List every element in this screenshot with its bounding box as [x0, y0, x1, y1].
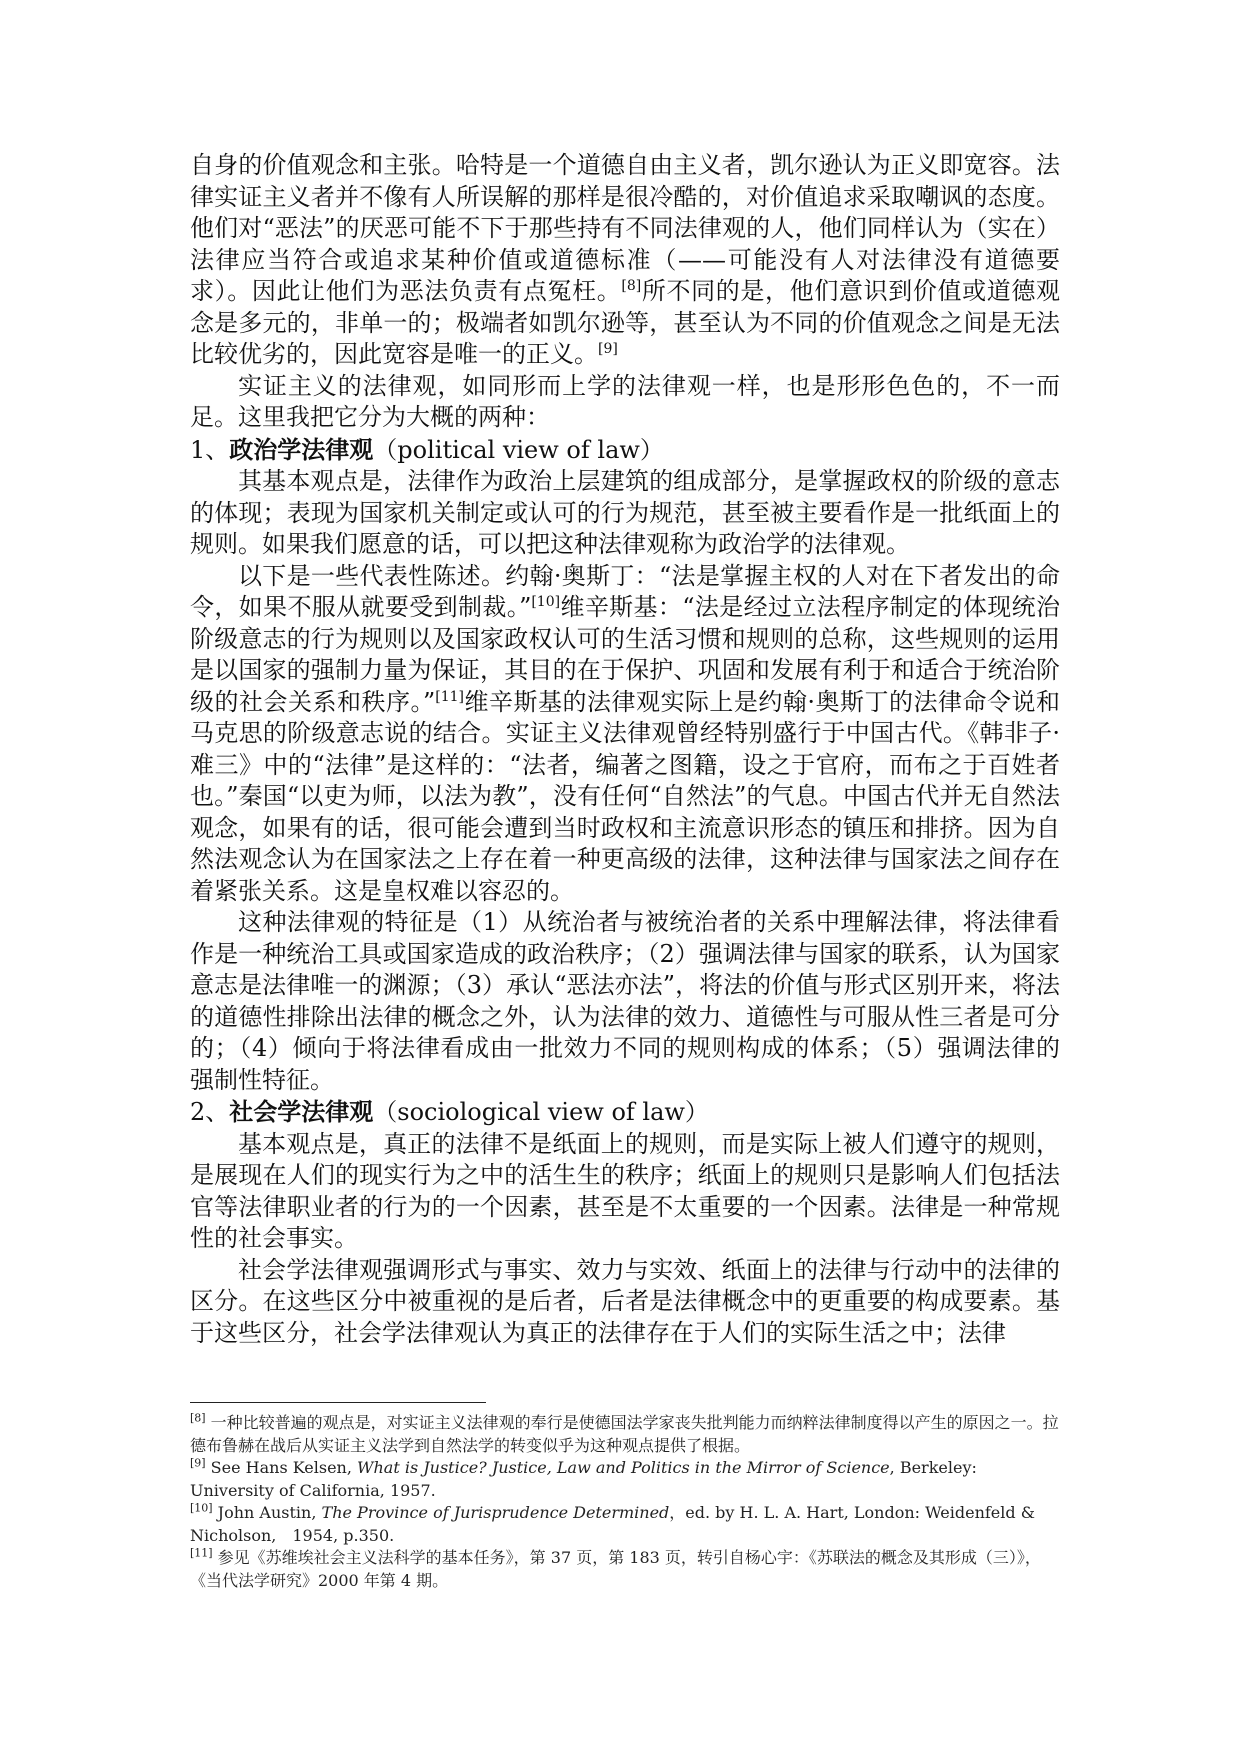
footnote-ref-11[interactable]: [11] — [435, 688, 464, 705]
footnote-9: [9] See Hans Kelsen, What is Justice? Justice, Law and Politics in the Mirror of Science, Berkeley: University of California, 1957. — [190, 1456, 977, 1500]
footnote-ref-9[interactable]: [9] — [598, 341, 618, 357]
paragraph-5: 这种法律观的特征是（1）从统治者与被统治者的关系中理解法律，将法律看作是一种统治工具或国家造成的政治秩序；（2）强调法律与国家的联系，认为国家意志是法律唯一的渊源；（3）承认“恶法亦法”，将法的价值与形式区别开来，将法的道德性排除出法律的概念之外，认为法律的效力、道德性与可服从性三者是可分的；（4）倾向于将法律看成由一批效力不同的规则构成的体系；（5）强调法律的强制性特征。 — [190, 908, 1060, 1094]
paragraph-6: 基本观点是，真正的法律不是纸面上的规则，而是实际上被人们遵守的规则，是展现在人们的现实行为之中的活生生的秩序；纸面上的规则只是影响人们包括法官等法律职业者的行为的一个因素，甚至是不太重要的一个因素。法律是一种常规性的社会事实。 — [190, 1129, 1060, 1252]
section-heading-1: 1、政治学法律观（political view of law） — [190, 434, 664, 464]
footnote-mark-10: [10] — [190, 1501, 213, 1515]
footnote-mark-8: [8] — [190, 1411, 206, 1425]
footnote-mark-11: [11] — [190, 1546, 213, 1560]
footnote-ref-10[interactable]: [10] — [531, 594, 561, 610]
footnote-10: [10] John Austin, The Province of Jurisprudence Determined，ed. by H. L. A. Hart, London: Weidenfeld & Nicholson, 1954, p.350. — [190, 1501, 1035, 1545]
paragraph-4: 以下是一些代表性陈述。约翰·奥斯丁：“法是掌握主权的人对在下者发出的命令，如果不服从就要受到制裁。”[10]维辛斯基：“法是经过立法程序制定的体现统治阶级意志的行为规则以及国家政权认可的生活习惯和规则的总称，这些规则的运用是以国家的强制力量为保证，其目的在于保护、巩固和发展有利于和适合于统治阶级的社会关系和秩序。”[11]维辛斯基的法律观实际上是约翰·奥斯丁的法律命令说和马克思的阶级意志说的结合。实证主义法律观曾经特别盛行于中国古代。《韩非子·难三》中的“法律”是这样的：“法者，编著之图籍，设之于官府，而布之于百姓者也。”秦国“以吏为师，以法为教”，没有任何“自然法”的气息。中国古代并无自然法观念，如果有的话，很可能会遭到当时政权和主流意识形态的镇压和排挤。因为自然法观念认为在国家法之上存在着一种更高级的法律，这种法律与国家法之间存在着紧张关系。这是皇权难以容忍的。 — [190, 561, 1060, 905]
footnote-11: [11] 参见《苏维埃社会主义法科学的基本任务》，第 37 页，第 183 页，转引自杨心宇：《苏联法的概念及其形成（三）》，《当代法学研究》2000 年第 4 期。 — [190, 1546, 1041, 1590]
paragraph-1: 自身的价值观念和主张。哈特是一个道德自由主义者，凯尔逊认为正义即宽容。法律实证主义者并不像有人所误解的那样是很冷酷的，对价值追求采取嘲讽的态度。他们对“恶法”的厌恶可能不下于那些持有不同法律观的人，他们同样认为（实在）法律应当符合或追求某种价值或道德标准（——可能没有人对法律没有道德要求）。因此让他们为恶法负责有点冤枉。[8]所不同的是，他们意识到价值或道德观念是多元的，非单一的；极端者如凯尔逊等，甚至认为不同的价值观念之间是无法比较优劣的，因此宽容是唯一的正义。[9] — [190, 151, 1061, 368]
footnote-separator — [190, 1402, 486, 1403]
footnotes — [190, 1412, 1060, 1592]
footnote-mark-9: [9] — [190, 1456, 206, 1470]
paragraph-2: 实证主义的法律观，如同形而上学的法律观一样，也是形形色色的，不一而足。这里我把它分为大概的两种： — [190, 371, 1060, 431]
footnote-ref-8[interactable]: [8] — [621, 278, 642, 294]
section-heading-2: 2、社会学法律观（sociological view of law） — [190, 1097, 709, 1126]
paragraph-3: 其基本观点是，法律作为政治上层建筑的组成部分，是掌握政权的阶级的意志的体现；表现为国家机关制定或认可的行为规范，甚至被主要看作是一批纸面上的规则。如果我们愿意的话，可以把这种法律观称为政治学的法律观。 — [190, 467, 1060, 558]
footnote-8: [8] 一种比较普遍的观点是，对实证主义法律观的奉行是使德国法学家丧失批判能力而纳粹法律制度得以产生的原因之一。拉德布鲁赫在战后从实证主义法学到自然法学的转变似乎为这种观点提供了根据。 — [190, 1411, 1059, 1455]
document-body — [190, 150, 1060, 1349]
paragraph-7: 社会学法律观强调形式与事实、效力与实效、纸面上的法律与行动中的法律的区分。在这些区分中被重视的是后者，后者是法律概念中的更重要的构成要素。基于这些区分，社会学法律观认为真正的法律存在于人们的实际生活之中；法律 — [190, 1255, 1060, 1347]
